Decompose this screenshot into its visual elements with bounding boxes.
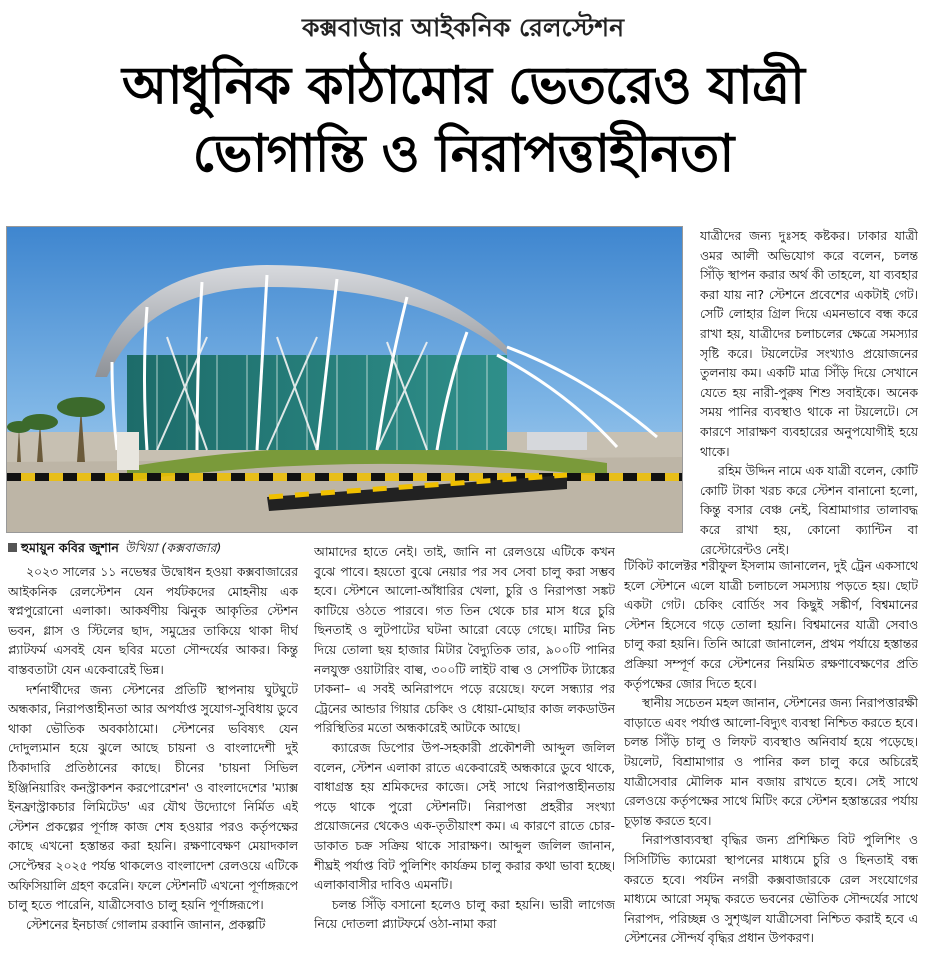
article-column-2 (314, 543, 615, 955)
paragraph: দর্শনার্থীদের জন্য স্টেশনের প্রতিটি স্থাপনায় ঘুটঘুটে অন্ধকার, নিরাপত্তাহীনতা আর অপর্যাপ্ত সুযোগ-সুবিধায় ডুবে থাকা ভৌতিক অবকাঠামো। স্টেশনের ভবিষ্যৎ যেন দোদুল্যমান হয়ে ঝুলে আছে চায়না ও বাংলাদেশী দুই ঠিকাদারি প্রতিষ্ঠানের কাছে। চীনের 'চায়না সিভিল ইঞ্জিনিয়ারিং কনস্ট্রাকশন করপোরেশন' ও বাংলাদেশের 'ম্যাক্স ইনফ্রাস্ট্রাকচার লিমিটেড' এর যৌথ উদ্যোগে নির্মিত এই স্টেশন প্রকল্পের পূর্ণাঙ্গ কাজ শেষ হওয়ার পরও কর্তৃপক্ষের কাছে এখনো হস্তান্তর করা হয়নি। রক্ষণাবেক্ষণ মেয়াদকাল সেপ্টেম্বর ২০২৫ পর্যন্ত থাকলেও বাংলাদেশ রেলওয়ে এটিকে অফিসিয়ালি গ্রহণ করেনি। ফলে স্টেশনটি এখনো পূর্ণাঙ্গরূপে চালু হতে পারেনি, যাত্রীসেবাও চালু হয়নি পূর্ণাঙ্গরূপে। (8, 682, 298, 913)
paragraph: স্টেশনের ইনচার্জ গোলাম রব্বানি জানান, প্রকল্পটি (26, 917, 266, 932)
paragraph: চলন্ত সিঁড়ি বসানো হলেও চালু করা হয়নি। ভারী লাগেজ নিয়ে দোতলা প্ল্যাটফর্মে ওঠা-নামা করা (314, 897, 615, 932)
paragraph: স্থানীয় সচেতন মহল জানান, স্টেশনের জন্য নিরাপত্তারক্ষী বাড়াতে এবং পর্যাপ্ত আলো-বিদ্যুৎ ব্যবস্থা নিশ্চিত করতে হবে। চলন্ত সিঁড়ি চালু ও লিফট ব্যবস্থাও অনিবার্য হয়ে পড়েছে। টয়লেট, বিশ্রামাগার ও পানির কল চালু করে অচিরেই যাত্রীসেবার মৌলিক মান বজায় রাখতে হবে। সেই সাথে রেলওয়ে কর্তৃপক্ষের সাথে মিটিং করে স্টেশন হস্তান্তরের পর্যায় চূড়ান্ত করতে হবে। (624, 696, 918, 828)
byline-location: উখিয়া (কক্সবাজার) (124, 540, 222, 555)
article-column-1 (8, 563, 298, 955)
headline-line-2: ভোগান্তি ও নিরাপত্তাহীনতা (192, 124, 734, 184)
paragraph: যাত্রীদের জন্য দুঃসহ কষ্টকর। ঢাকার যাত্রী ওমর আলী অভিযোগ করে বলেন, চলন্ত সিঁড়ি স্থাপন করার অর্থ কী তাহলে, যা ব্যবহার করা যায় না? স্টেশনে প্রবেশের একটাই গেট। সেটি লোহার গ্রিল দিয়ে এমনভাবে বন্ধ করে রাখা হয়, যাত্রীদের চলাচলের ক্ষেত্রে সমস্যার সৃষ্টি করে। টয়লেটের সংখ্যাও প্রয়োজনের তুলনায় কম। একটি মাত্র সিঁড়ি দিয়ে সেখানে যেতে হয় নারী-পুরুষ শিশু সবাইকে। অনেক সময় পানির ব্যবস্থাও থাকে না টয়লেটে। সে কারণে সারাক্ষণ ব্যবহারের অনুপযোগীই হয়ে থাকে। (700, 229, 918, 459)
paragraph: ক্যারেজ ডিপোর উপ-সহকারী প্রকৌশলী আব্দুল জলিল বলেন, স্টেশন এলাকা রাতে একেবারেই অন্ধকারে ডুবে থাকে, বাধাগ্রস্ত হয় শ্রমিকদের কাজে। সেই সাথে নিরাপত্তাহীনতায় পড়ে থাকে পুরো স্টেশনটি। নিরাপত্তা প্রহরীর সংখ্যা প্রয়োজনের থেকেও এক-তৃতীয়াংশ কম। এ কারণে রাতে চোর-ডাকাত চক্র সক্রিয় থাকে সারাক্ষণ। আব্দুল জলিল জানান, শীঘ্রই পর্যাপ্ত বিট পুলিশিং কার্যক্রম চালু করার কথা ভাবা হচ্ছে। এলাকাবাসীর দাবিও এমনটি। (314, 740, 615, 893)
kicker: কক্সবাজার আইকনিক রেলস্টেশন (302, 13, 624, 42)
article-column-3-top (700, 227, 918, 557)
byline (8, 540, 308, 560)
byline-author: হুমায়ুন কবির জুশান (21, 540, 119, 555)
article-column-3-bottom (624, 557, 918, 955)
paragraph: রহিম উদ্দিন নামে এক যাত্রী বলেন, কোটি কোটি টাকা খরচ করে স্টেশন বানানো হলো, কিন্তু বসার বেঞ্চ নেই, বিশ্রামাগার তালাবদ্ধ করে রাখা হয়, কোনো ক্যান্টিন বা রেস্টোরেন্টও নেই। (700, 464, 918, 557)
station-photo (6, 226, 683, 533)
paragraph: আমাদের হাতে নেই। তাই, জানি না রেলওয়ে এটিকে কখন বুঝে পাবে। হয়তো বুঝে নেয়ার পর সব সেবা চালু করা সম্ভব হবে। স্টেশনে আলো-আঁধারির খেলা, চুরি ও নিরাপত্তা সঙ্কট কাটিয়ে ওঠতে পারবে। গত তিন থেকে চার মাস ধরে চুরি ছিনতাই ও লুটপাটের ঘটনা আরো বেড়ে গেছে। মাটির নিচ দিয়ে তোলা ছয় হাজার মিটার বৈদ্যুতিক তার, ৯০০টি পানির নলযুক্ত ওয়াটারিং বাল্ব, ৩০০টি লাইট বাল্ব ও সেপটিক ট্যাঙ্কের ঢাকনা– এ সবই অনিরাপদে পড়ে রয়েছে। ফলে সন্ধ্যার পর ট্রেনের আন্ডার গিয়ার চেকিং ও ধোয়া-মোছার কাজ লকডাউন পরিস্থিতির মতো অন্ধকারেই আটকে আছে। (314, 545, 615, 736)
byline-square-icon (8, 543, 17, 552)
paragraph: ২০২৩ সালের ১১ নভেম্বর উদ্বোধন হওয়া কক্সবাজারের আইকনিক রেলস্টেশন যেন পর্যটকদের মোহনীয় এক স্বপ্নপুরোনো এলাকা। আকর্ষণীয় ঝিনুক আকৃতির স্টেশন ভবন, গ্লাস ও স্টিলের ছাদ, সমুদ্রের তাকিয়ে থাকা দীর্ঘ প্ল্যাটফর্ম এসবই যেন ছবির মতো সৌন্দর্যের আকর। কিন্তু বাস্তবতাটা যেন একেবারেই ভিন্ন। (8, 565, 298, 677)
paragraph: টিকিট কালেক্টর শরীফুল ইসলাম জানালেন, দুই ট্রেন একসাথে হলে স্টেশনে এলে যাত্রী চলাচলে সমস্যায় পড়তে হয়। ছোট একটা গেট। চেকিং বোর্ডিং সব কিছুই সঙ্কীর্ণ, বিশ্বমানের স্টেশন হিসেবে গড়ে তোলা হয়নি। বিশ্বমানের যাত্রী সেবাও চালু করা হয়নি। তিনি আরো জানালেন, প্রথম পর্যায়ে হস্তান্তর প্রক্রিয়া সম্পূর্ণ করে স্টেশনের নিয়মিত রক্ষণাবেক্ষণের প্রতি কর্তৃপক্ষের জোর দিতে হবে। (624, 559, 918, 691)
headline (10, 52, 916, 188)
headline-line-1: আধুনিক কাঠামোর ভেতরেও যাত্রী (122, 56, 804, 116)
paragraph: নিরাপত্তাব্যবস্থা বৃদ্ধির জন্য প্রশিক্ষিত বিট পুলিশিং ও সিসিটিভি ক্যামেরা স্থাপনের মাধ্যমে চুরি ও ছিনতাই বন্ধ করতে হবে। পর্যটন নগরী কক্সবাজারকে রেল সংযোগের মাধ্যমে আরো সমৃদ্ধ করতে ভবনের ভৌতিক সৌন্দর্যের সাথে নিরাপদ, পরিচ্ছন্ন ও সুশৃঙ্খল যাত্রীসেবা নিশ্চিত করাই হবে এ স্টেশনের সৌন্দর্য বৃদ্ধির প্রধান উপকরণ। (624, 833, 918, 946)
